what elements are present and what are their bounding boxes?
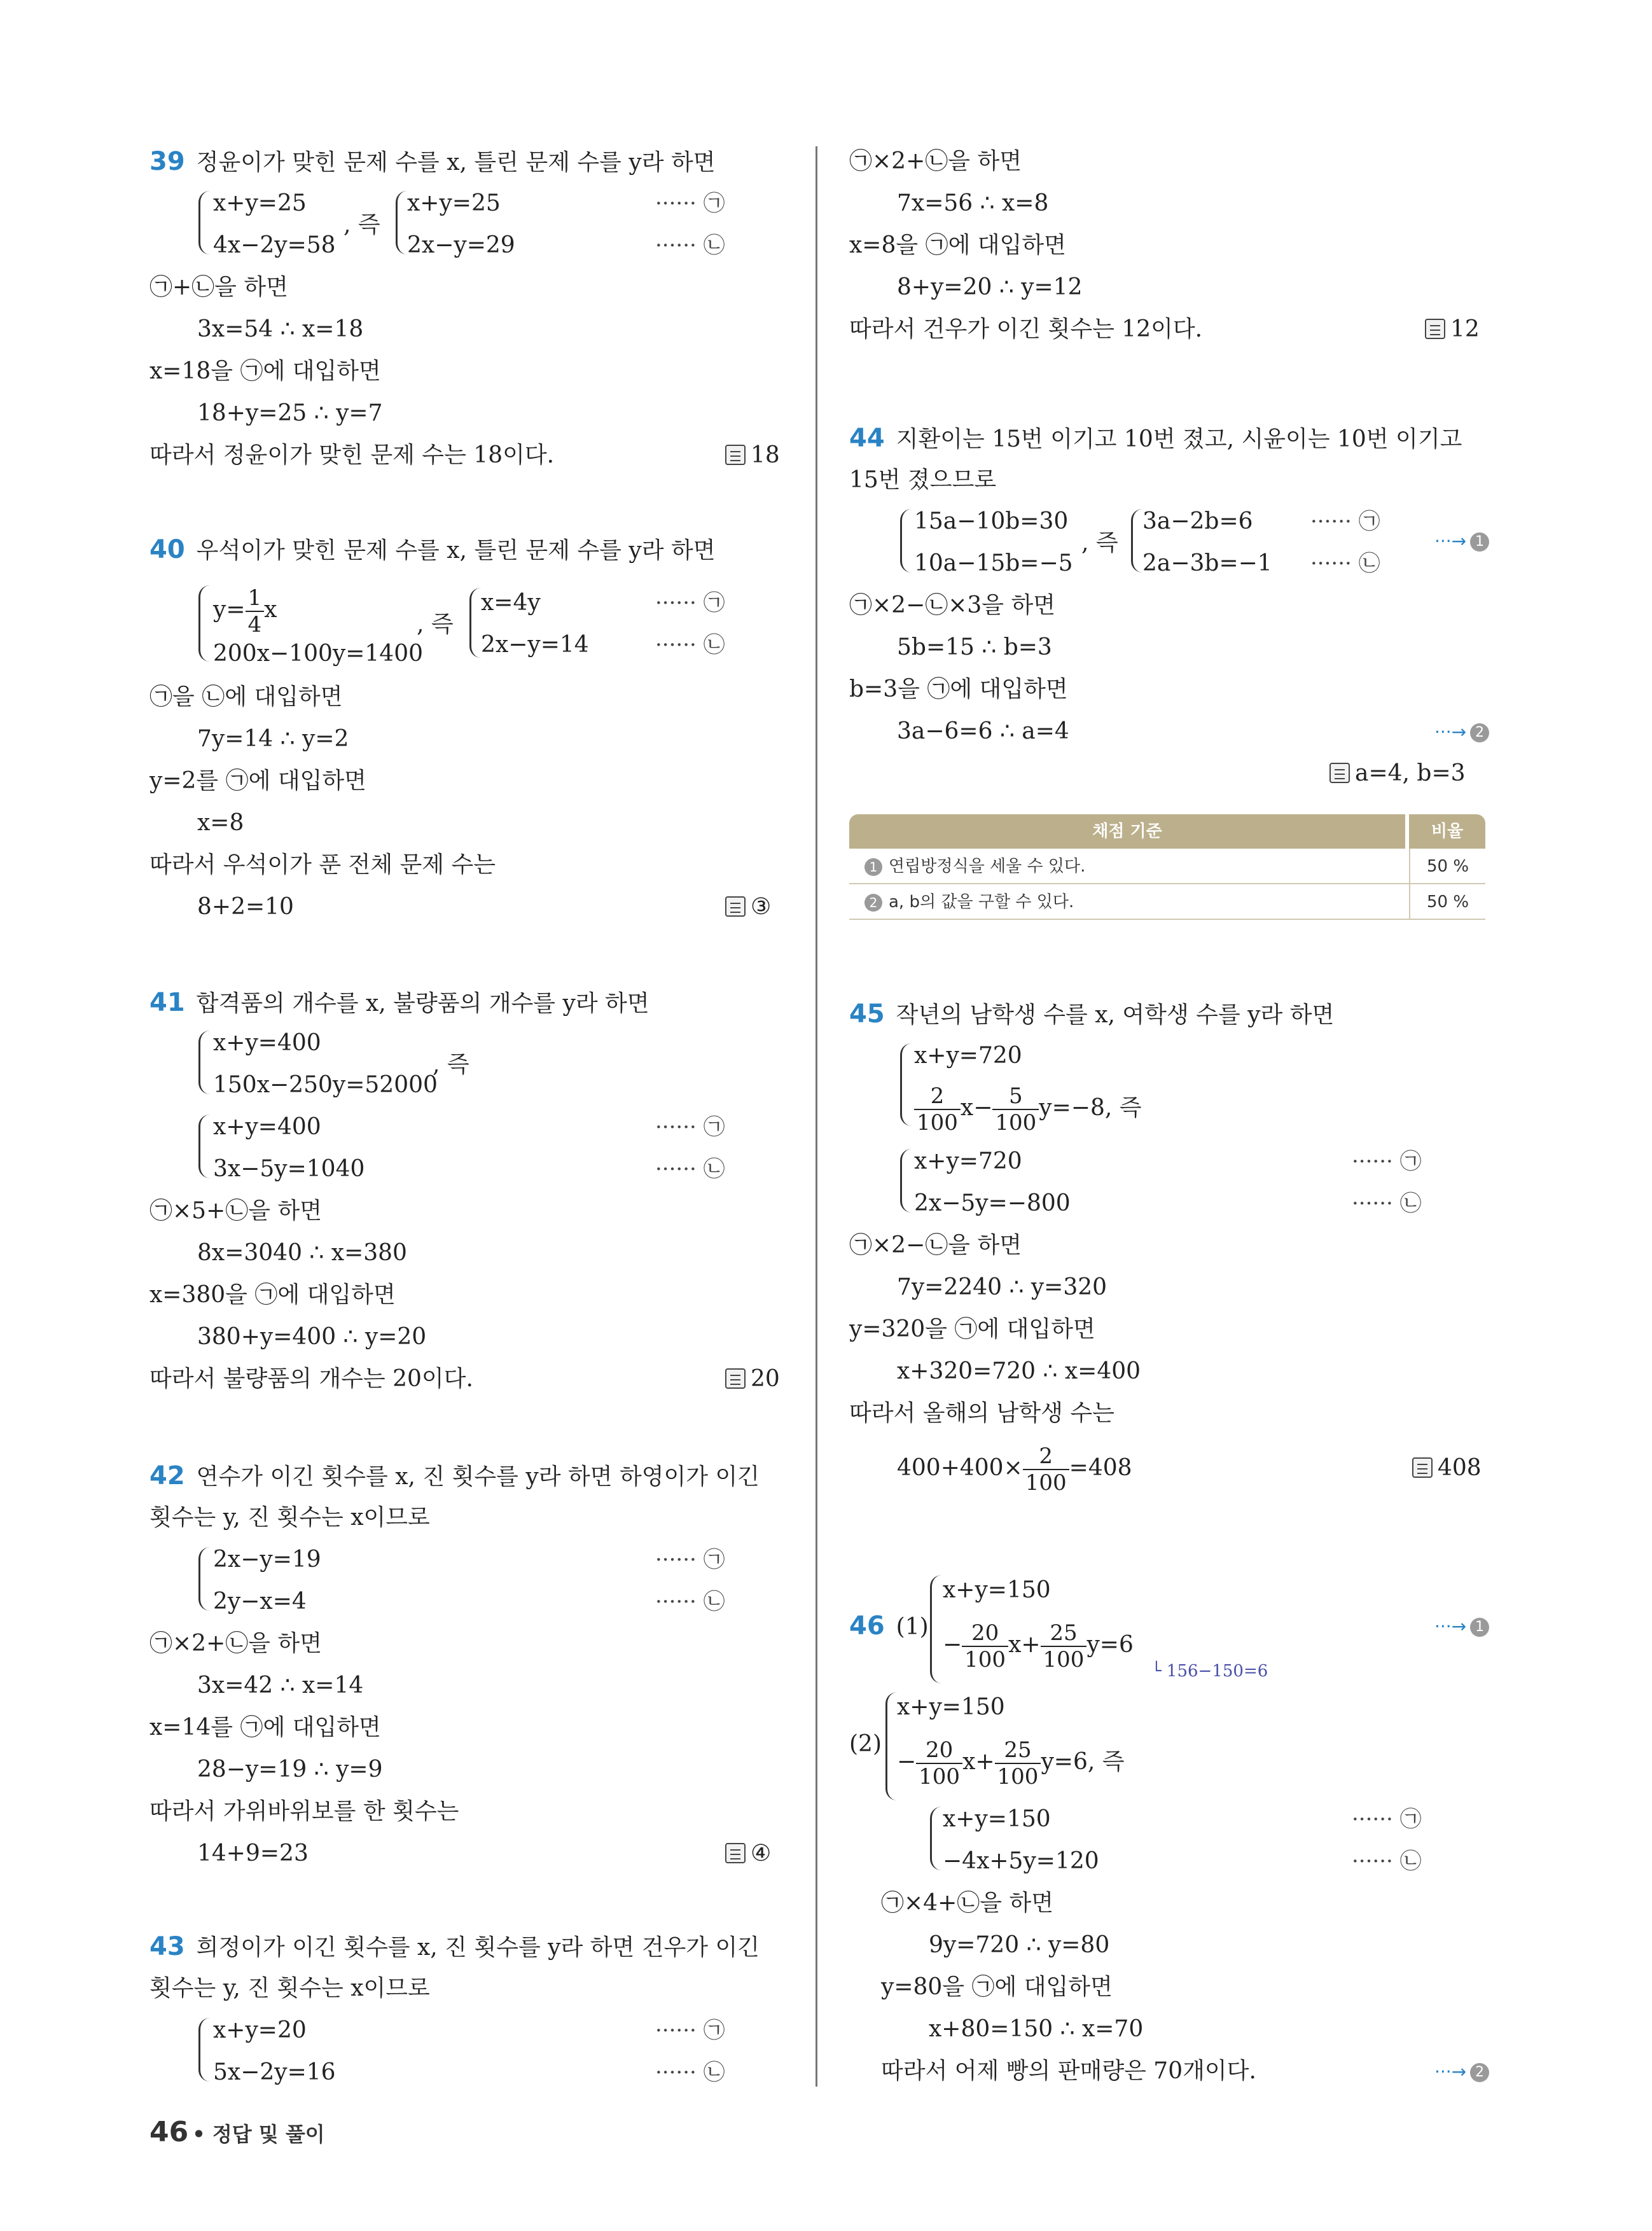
equation-tag: ······ ㉡ [655, 1157, 725, 1182]
grading-table-header [849, 814, 1485, 849]
brace [396, 191, 407, 254]
equation-with-fraction: − $\frac{20}{100}$ x+ $\frac{25}{100}$ y=6 [943, 1620, 1134, 1672]
equation-tag: ······ ㉠ [1352, 1807, 1422, 1832]
page-number: 46 [149, 2116, 189, 2148]
equation-tag: ······ ㉡ [655, 632, 725, 658]
solution-step: ㉠×2+㉡을 하면 [849, 148, 1022, 174]
problem-42-intro: 42 연수가 이긴 횟수를 x, 진 횟수를 y라 하면 하영이가 이긴 [149, 1461, 760, 1491]
equation: 2x−y=29 [407, 232, 515, 258]
answer: 12 [1425, 314, 1480, 345]
answer-icon [725, 1843, 746, 1863]
solution-step: 380+y=400 ∴ y=20 [197, 1324, 427, 1350]
fraction: $\frac{2}{100}$ [914, 1083, 961, 1136]
solution-step: ㉠×2−㉡×3을 하면 [849, 592, 1056, 618]
solution-step: x=380을 ㉠에 대입하면 [149, 1282, 396, 1308]
conclusion: 따라서 정윤이가 맞힌 문제 수는 18이다. [149, 442, 555, 468]
solution-step: 14+9=23 [197, 1840, 309, 1866]
problem-45-intro: 45 작년의 남학생 수를 x, 여학생 수를 y라 하면 [849, 999, 1335, 1029]
brace [198, 2018, 210, 2082]
answer: 408 [1412, 1453, 1482, 1484]
equation: x+y=720 [914, 1148, 1022, 1174]
problem-number: 43 [149, 1932, 185, 1961]
equation: x+y=400 [213, 1114, 321, 1140]
grading-step-marker: ···→ 2 [1434, 2061, 1489, 2082]
brace [198, 1547, 210, 1611]
problem-46-part1-label: 46 (1) [849, 1611, 929, 1641]
brace [198, 1115, 210, 1178]
brace [900, 509, 912, 573]
equation-tag: ······ ㉠ [1352, 1149, 1422, 1174]
problem-42-intro-cont: 횟수는 y, 진 횟수는 x이므로 [149, 1505, 430, 1531]
answer-icon [725, 445, 746, 465]
brace [1131, 509, 1142, 573]
answer: 18 [725, 440, 780, 471]
brace [198, 191, 210, 254]
connector-text: , 즉 [1081, 530, 1118, 556]
equation-tag: ······ ㉡ [655, 233, 725, 258]
equation: x=4y [481, 590, 541, 616]
equation-with-fraction: $\frac{2}{100}$ x− $\frac{5}{100}$ y=−8, 즉 [914, 1081, 1142, 1135]
solution-step: 9y=720 ∴ y=80 [929, 1932, 1110, 1958]
equation: 15a−10b=30 [914, 508, 1069, 534]
problem-44-intro: 44 지환이는 15번 이기고 10번 졌고, 시윤이는 10번 이기고 [849, 424, 1462, 453]
conclusion: 따라서 불량품의 개수는 20이다. [149, 1366, 473, 1392]
equation-tag: ······ ㉠ [1310, 509, 1380, 534]
problem-number: 44 [849, 424, 885, 453]
solution-step: 따라서 가위바위보를 한 횟수는 [149, 1798, 459, 1824]
solution-step: y=80을 ㉠에 대입하면 [881, 1974, 1113, 2000]
solution-step: x+320=720 ∴ x=400 [897, 1358, 1141, 1384]
solution-step: ㉠을 ㉡에 대입하면 [149, 684, 343, 710]
equation: x+y=20 [213, 2017, 307, 2043]
equation: 200x−100y=1400 [213, 641, 424, 667]
equation-tag: ······ ㉡ [1352, 1849, 1422, 1874]
equation: x+y=150 [943, 1806, 1051, 1832]
answer: ④ [725, 1838, 771, 1869]
answer-icon [1329, 763, 1350, 783]
solution-step: ㉠×2+㉡을 하면 [149, 1630, 323, 1657]
equation: 2y−x=4 [213, 1588, 307, 1615]
brace [930, 1575, 941, 1683]
header-criteria: 채점 기준 [849, 814, 1405, 849]
brace [469, 588, 481, 658]
solution-step: 3a−6=6 ∴ a=4 [897, 718, 1069, 744]
solution-step: y=2를 ㉠에 대입하면 [149, 768, 366, 794]
equation: x+y=400 [213, 1030, 321, 1056]
equation: x+y=720 [914, 1043, 1022, 1069]
solution-step: 따라서 우석이가 푼 전체 문제 수는 [149, 852, 496, 878]
equation: x+y=150 [943, 1577, 1051, 1603]
fraction: $\frac{20}{100}$ [962, 1620, 1008, 1672]
solution-step: 7x=56 ∴ x=8 [897, 190, 1049, 216]
fraction: $\frac{20}{100}$ [916, 1737, 962, 1790]
problem-number: 41 [149, 988, 185, 1017]
equation-with-fraction: y= $\frac{1}{4}$ x [213, 585, 277, 637]
brace [930, 1807, 941, 1870]
answer-icon [1425, 319, 1445, 339]
conclusion: 따라서 건우가 이긴 횟수는 12이다. [849, 316, 1203, 342]
header-ratio: 비율 [1409, 814, 1485, 849]
grading-step-marker: ···→ 2 [1434, 721, 1489, 742]
brace [198, 585, 210, 662]
equation-tag: ······ ㉡ [1310, 551, 1380, 576]
conclusion: 따라서 어제 빵의 판매량은 70개이다. [881, 2058, 1256, 2084]
problem-43-intro: 43 희정이가 이긴 횟수를 x, 진 횟수를 y라 하면 건우가 이긴 [149, 1932, 760, 1961]
solution-step: y=320을 ㉠에 대입하면 [849, 1316, 1095, 1342]
solution-step: 7y=2240 ∴ y=320 [897, 1274, 1107, 1300]
solution-step: ㉠×4+㉡을 하면 [881, 1890, 1054, 1916]
table-row: 2 a, b의 값을 구할 수 있다. 50 % [849, 884, 1485, 920]
equation-tag: ······ ㉠ [655, 2018, 725, 2043]
equation: 2x−y=14 [481, 632, 589, 658]
answer-icon [725, 1368, 746, 1389]
equation: 3x−5y=1040 [213, 1156, 365, 1182]
problem-39-intro: 39 정윤이가 맞힌 문제 수를 x, 틀린 문제 수를 y라 하면 [149, 147, 716, 176]
problem-43-intro-cont: 횟수는 y, 진 횟수는 x이므로 [149, 1975, 430, 2001]
problem-number: 45 [849, 999, 885, 1029]
solution-step: x=8을 ㉠에 대입하면 [849, 232, 1066, 258]
section-label: • 정답 및 풀이 [192, 2122, 325, 2146]
connector-text: , 즉 [344, 212, 380, 238]
answer: a=4, b=3 [1329, 758, 1466, 789]
column-divider [816, 146, 817, 2087]
equation: 10a−15b=−5 [914, 550, 1073, 576]
equation: 5x−2y=16 [213, 2059, 336, 2085]
solution-step: 7y=14 ∴ y=2 [197, 726, 349, 752]
connector-text: , 즉 [433, 1052, 469, 1078]
equation: 4x−2y=58 [213, 232, 336, 258]
fraction: $\frac{25}{100}$ [995, 1737, 1041, 1790]
equation: x+y=25 [213, 190, 307, 216]
solution-step: 5b=15 ∴ b=3 [897, 634, 1052, 660]
problem-41-intro: 41 합격품의 개수를 x, 불량품의 개수를 y라 하면 [149, 988, 649, 1017]
equation-tag: ······ ㉡ [1352, 1191, 1422, 1216]
equation-tag: ······ ㉠ [655, 1115, 725, 1140]
problem-number: 46 [849, 1611, 885, 1641]
fraction: $\frac{1}{4}$ [246, 585, 265, 637]
page-footer [149, 2116, 325, 2148]
solution-step: 18+y=25 ∴ y=7 [197, 400, 383, 426]
equation-tag: ······ ㉡ [655, 2060, 725, 2085]
brace [900, 1149, 912, 1213]
problem-46-part2-label: (2) [849, 1731, 882, 1757]
connector-text: , 즉 [417, 611, 454, 637]
final-calculation: 400+400× $\frac{2}{100}$ =408 [897, 1443, 1132, 1496]
equation-tag: ······ ㉠ [655, 191, 725, 216]
equation: 2x−y=19 [213, 1546, 321, 1573]
equation-with-fraction: − $\frac{20}{100}$ x+ $\frac{25}{100}$ y=6, 즉 [897, 1737, 1125, 1790]
problem-number: 42 [149, 1461, 185, 1491]
equation: 150x−250y=52000 [213, 1072, 438, 1098]
equation: x+y=150 [897, 1694, 1005, 1720]
grading-table [849, 814, 1485, 920]
problem-44-intro-cont: 15번 졌으므로 [849, 467, 997, 493]
problem-number: 39 [149, 147, 185, 176]
problem-40-intro: 40 우석이가 맞힌 문제 수를 x, 틀린 문제 수를 y라 하면 [149, 535, 716, 564]
grading-step-marker: ···→ 1 [1434, 531, 1489, 552]
equation-tag: ······ ㉡ [655, 1589, 725, 1615]
answer-icon [1412, 1457, 1433, 1478]
fraction: $\frac{25}{100}$ [1041, 1620, 1087, 1672]
solution-step: ㉠×5+㉡을 하면 [149, 1198, 323, 1224]
answer: 20 [725, 1364, 780, 1394]
solution-step: 28−y=19 ∴ y=9 [197, 1756, 383, 1783]
answer-icon [725, 896, 746, 917]
brace [900, 1043, 912, 1126]
solution-step: 8+2=10 [197, 894, 294, 920]
table-row: 1 연립방정식을 세울 수 있다. 50 % [849, 849, 1485, 884]
problem-number: 40 [149, 535, 185, 564]
equation: x+y=25 [407, 190, 501, 216]
solution-step: x+80=150 ∴ x=70 [929, 2016, 1144, 2042]
solution-step: 8x=3040 ∴ x=380 [197, 1240, 407, 1266]
solution-step: 따라서 올해의 남학생 수는 [849, 1400, 1114, 1426]
equation: 3a−2b=6 [1142, 508, 1253, 534]
solution-step: x=14를 ㉠에 대입하면 [149, 1714, 381, 1741]
hint-annotation: └ 156−150=6 [1151, 1662, 1268, 1681]
solution-step: b=3을 ㉠에 대입하면 [849, 676, 1068, 702]
solution-step: x=18을 ㉠에 대입하면 [149, 358, 381, 384]
solution-step: 3x=42 ∴ x=14 [197, 1672, 364, 1699]
equation: 2x−5y=−800 [914, 1190, 1071, 1216]
solution-step: ㉠×2−㉡을 하면 [849, 1232, 1022, 1258]
equation-tag: ······ ㉠ [655, 590, 725, 616]
answer: ③ [725, 892, 771, 922]
fraction: $\frac{5}{100}$ [992, 1083, 1039, 1136]
solution-step: 8+y=20 ∴ y=12 [897, 274, 1083, 300]
fraction: $\frac{2}{100}$ [1023, 1443, 1069, 1496]
solution-step: x=8 [197, 810, 244, 836]
grading-step-marker: ···→ 1 [1434, 1616, 1489, 1637]
equation-tag: ······ ㉠ [655, 1547, 725, 1573]
brace [885, 1692, 897, 1800]
solution-step: ㉠+㉡을 하면 [149, 274, 288, 300]
brace [198, 1031, 210, 1094]
solution-step: 3x=54 ∴ x=18 [197, 316, 364, 342]
equation: 2a−3b=−1 [1142, 550, 1272, 576]
equation: −4x+5y=120 [943, 1848, 1099, 1874]
